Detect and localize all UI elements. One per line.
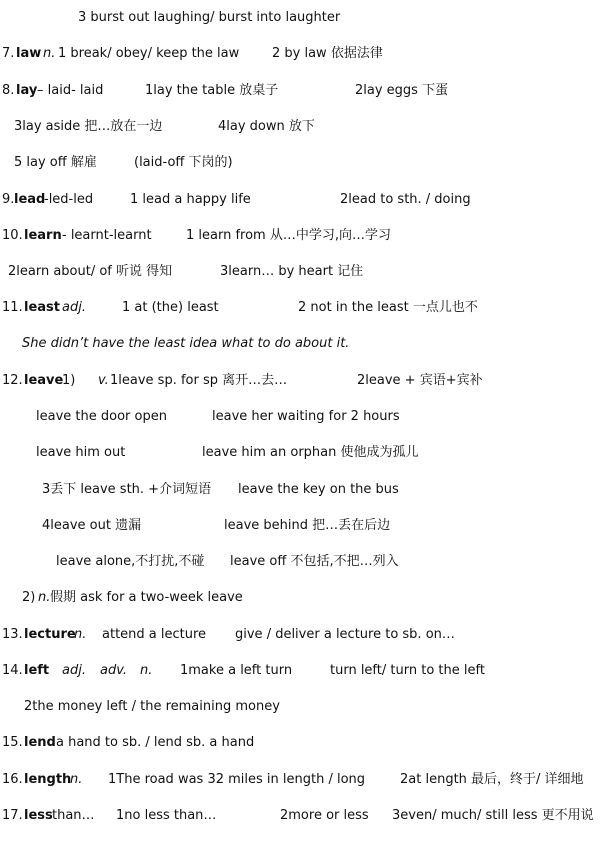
text-segment: attend a lecture	[102, 627, 207, 642]
headword: learn	[24, 228, 62, 243]
text-segment: turn left/ turn to the left	[330, 663, 485, 678]
text-segment: 假期 ask for a two-week leave	[50, 590, 243, 605]
text-segment: 1lay the table 放桌子	[145, 83, 279, 98]
entry-number: 15.	[2, 735, 23, 750]
text-segment: 2 by law 依据法律	[272, 46, 383, 61]
headword: leave	[24, 373, 64, 388]
text-segment: 1 learn from 从…中学习,向…学习	[186, 228, 391, 243]
entry-number: 8.	[2, 83, 15, 98]
verb-forms: - learnt-learnt	[62, 228, 152, 243]
text-segment: 3lay aside 把…放在一边	[14, 119, 163, 134]
text-segment: 1make a left turn	[180, 663, 293, 678]
text-segment: leave behind 把…丢在后边	[224, 518, 391, 533]
headword: lay	[16, 83, 38, 98]
headword: length	[24, 772, 72, 787]
text-segment: 2the money left / the remaining money	[24, 699, 280, 714]
headword: less	[24, 808, 53, 823]
text-segment: leave him out	[36, 445, 126, 460]
headword: lend	[24, 735, 56, 750]
text-segment: 3丢下 leave sth. +介词短语	[42, 482, 212, 497]
text-segment: leave him an orphan 使他成为孤儿	[202, 445, 419, 460]
text-segment: 3learn… by heart 记住	[220, 264, 364, 279]
text-segment: 2at length 最后，终于/ 详细地	[400, 772, 584, 787]
text-segment: leave her waiting for 2 hours	[212, 409, 400, 424]
entry-number: 11.	[2, 300, 23, 315]
headword: left	[24, 663, 50, 678]
part-of-speech: adv.	[100, 663, 127, 678]
part-of-speech: n.	[38, 590, 51, 605]
sense-number: 2)	[22, 590, 36, 605]
text-segment: give / deliver a lecture to sb. on…	[235, 627, 455, 642]
text-segment: 2lead to sth. / doing	[340, 192, 471, 207]
text-segment: 3 burst out laughing/ burst into laughter	[78, 10, 341, 25]
text-segment: a hand to sb. / lend sb. a hand	[56, 735, 255, 750]
sense-number: 1)	[62, 373, 76, 388]
part-of-speech: n.	[74, 627, 87, 642]
text-segment: 2learn about/ of 听说 得知	[8, 264, 173, 279]
headword: law	[16, 46, 42, 61]
text-segment: 5 lay off 解雇	[14, 155, 97, 170]
text-segment: She didn’t have the least idea what to do about it.	[22, 336, 350, 351]
headword: least	[24, 300, 60, 315]
entry-number: 7.	[2, 46, 15, 61]
text-segment: 1leave sp. for sp 离开…去…	[110, 373, 288, 388]
text-segment: 2 not in the least 一点儿也不	[298, 300, 478, 315]
text-segment: leave alone,不打扰,不碰	[56, 554, 205, 569]
part-of-speech: n.	[70, 772, 83, 787]
headword: lead	[14, 192, 46, 207]
verb-forms: -led-led	[44, 192, 94, 207]
entry-number: 10.	[2, 228, 23, 243]
part-of-speech: v.	[98, 373, 109, 388]
text-segment: 2lay eggs 下蛋	[355, 83, 449, 98]
text-segment: than…	[52, 808, 95, 823]
text-segment: 1 lead a happy life	[130, 192, 251, 207]
text-segment: 2leave + 宾语+宾补	[357, 373, 483, 388]
text-segment: 4lay down 放下	[218, 119, 315, 134]
text-segment: leave off 不包括,不把…列入	[230, 554, 399, 569]
text-segment: leave the door open	[36, 409, 167, 424]
text-segment: 1The road was 32 miles in length / long	[108, 772, 366, 787]
text-segment: leave the key on the bus	[238, 482, 399, 497]
text-segment: 2more or less	[280, 808, 369, 823]
entry-number: 9.	[2, 192, 15, 207]
entry-number: 16.	[2, 772, 23, 787]
text-segment: 1no less than…	[116, 808, 217, 823]
entry-number: 12.	[2, 373, 23, 388]
entry-number: 13.	[2, 627, 23, 642]
text-segment: 1 break/ obey/ keep the law	[58, 46, 240, 61]
part-of-speech: adj.	[62, 300, 86, 315]
part-of-speech: n.	[140, 663, 153, 678]
verb-forms: – laid- laid	[37, 83, 104, 98]
text-segment: (laid-off 下岗的)	[134, 155, 233, 170]
text-segment: 3even/ much/ still less 更不用说	[392, 808, 594, 823]
text-segment: 4leave out 遗漏	[42, 518, 142, 533]
text-segment: 1 at (the) least	[122, 300, 219, 315]
part-of-speech: adj.	[62, 663, 86, 678]
entry-number: 14.	[2, 663, 23, 678]
part-of-speech: n.	[43, 46, 56, 61]
entry-number: 17.	[2, 808, 23, 823]
headword: lecture	[24, 627, 76, 642]
